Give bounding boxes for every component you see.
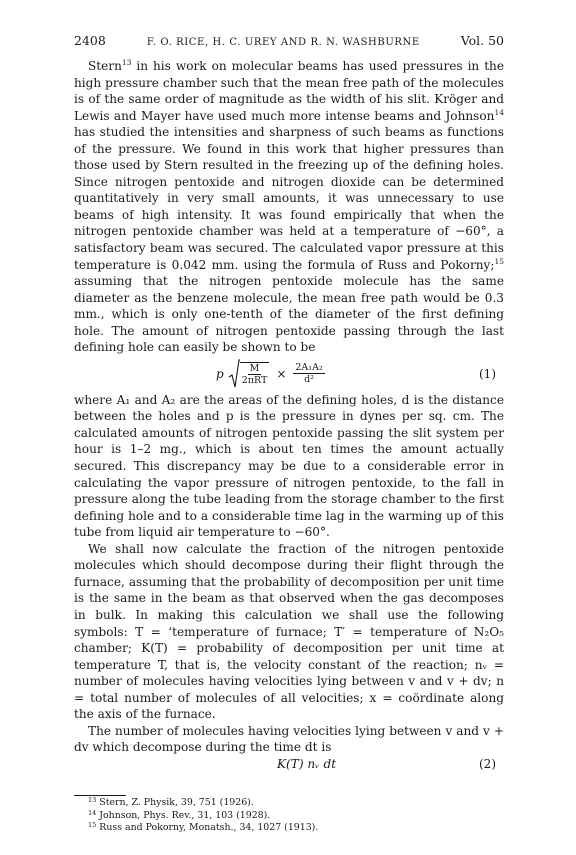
text-span: assuming that the nitrogen pentoxide molecule has the same diameter as the benzene molecule, the mean free path would be 0.3 mm., which is only one-tenth of the diameter of the first defining hole. The amount of nitrogen pentoxide passing through the last defining hole can easily be shown to be — [74, 274, 504, 355]
footnotes — [74, 797, 504, 835]
area-denominator: d² — [304, 374, 315, 386]
footnote-text: Stern, Z. Physik, 39, 751 (1926). — [99, 797, 254, 808]
running-authors: F. O. RICE, H. C. UREY AND R. N. WASHBURNE — [146, 37, 420, 48]
root-fraction — [240, 362, 270, 386]
equation-2-expression: K(T) nᵥ dt — [277, 756, 337, 771]
footnote-ref-14: 14 — [494, 107, 504, 117]
equation-1-expression — [216, 358, 328, 390]
eq-pressure-symbol: p — [216, 366, 224, 381]
area-numerator: 2A₁A₂ — [295, 362, 323, 374]
times-symbol: × — [276, 366, 287, 381]
equation-1 — [74, 356, 504, 392]
root-denominator: 2πRT — [241, 374, 268, 386]
article-body — [74, 58, 504, 774]
footnote-marker: 14 — [88, 808, 97, 817]
paragraph-2: where A₁ and A₂ are the areas of the defining holes, d is the distance between the holes and p is the pressure in dynes per sq. cm. The calculated amounts of nitrogen pentoxide passing the slit system per hour is 1–2 mg., which is about ten times the amount actually secured. This discrepancy may be due to a considerable error in calculating the vapor pressure of nitrogen pentoxide, to the fall in pressure along the tube leading from the storage chamber to the first defining hole and to a considerable time lag in the warming up of this tube from liquid air temperature to −60°. — [74, 392, 504, 540]
equation-1-number: (1) — [479, 366, 496, 381]
footnote-text: Johnson, Phys. Rev., 31, 103 (1928). — [99, 809, 271, 821]
footnote-15 — [74, 822, 504, 835]
area-fraction — [293, 362, 324, 385]
root-numerator: M — [249, 362, 260, 374]
footnote-14 — [74, 810, 504, 823]
footnote-text: Russ and Pokorny, Monatsh., 34, 1027 (1913). — [99, 822, 319, 834]
footnote-marker: 15 — [88, 821, 97, 830]
page-number: 2408 — [74, 33, 106, 48]
equation-2-number: (2) — [479, 756, 496, 771]
equation-2 — [74, 756, 504, 774]
volume-label: Vol. 50 — [460, 33, 504, 48]
square-root — [228, 359, 273, 389]
text-span: Stern — [88, 59, 122, 73]
paragraph-1 — [74, 58, 504, 356]
paragraph-4: The number of molecules having velocities lying between v and v + dv which decompose during the time dt is — [74, 723, 504, 755]
text-span: has studied the intensities and sharpness of such beams as functions of the pressure. We found in this work that higher pressures than those used by Stern resulted in the freezing up of the defining holes. Since nitrogen pentoxide and nitrogen dioxide can be determined quantitatively in very small amounts, it was unnecessary to use beams of high intensity. It was found empirically that when the nitrogen pentoxide chamber was held at a temperature of −60°, a satisfactory beam was secured. The calculated vapor pressure at this temperature is 0.042 mm. using the formula of Russ and Pokorny; — [74, 125, 504, 272]
footnote-rule — [74, 795, 126, 796]
radical-sign-icon — [228, 359, 240, 389]
running-header — [74, 32, 504, 50]
text-span: in his work on molecular beams has used pressures in the high pressure chamber such that the mean free path of the molecules is of the same order of magnitude as the width of his slit. Kröger and Lewis and Mayer have used much more intense beams and Johnson — [74, 59, 504, 123]
footnote-ref-15: 15 — [494, 256, 504, 266]
footnote-13 — [74, 797, 504, 810]
footnote-ref-13: 13 — [121, 58, 132, 67]
footnote-marker: 13 — [88, 796, 97, 804]
paragraph-3: We shall now calculate the fraction of the nitrogen pentoxide molecules which should decompose during their flight through the furnace, assuming that the probability of decomposition per unit time is the same in the beam as that observed when the gas decomposes in bulk. In making this calculation we shall use the following symbols: T = ‘temperature of furnace; T′ = temperature of N₂O₅ chamber; K(T) = probability of decomposition per unit time at temperature T, that is, the velocity constant of the reaction; nᵥ = number of molecules having velocities lying between v and v + dv; n = total number of molecules of all velocities; x = coördinate along the axis of the furnace. — [74, 541, 504, 722]
